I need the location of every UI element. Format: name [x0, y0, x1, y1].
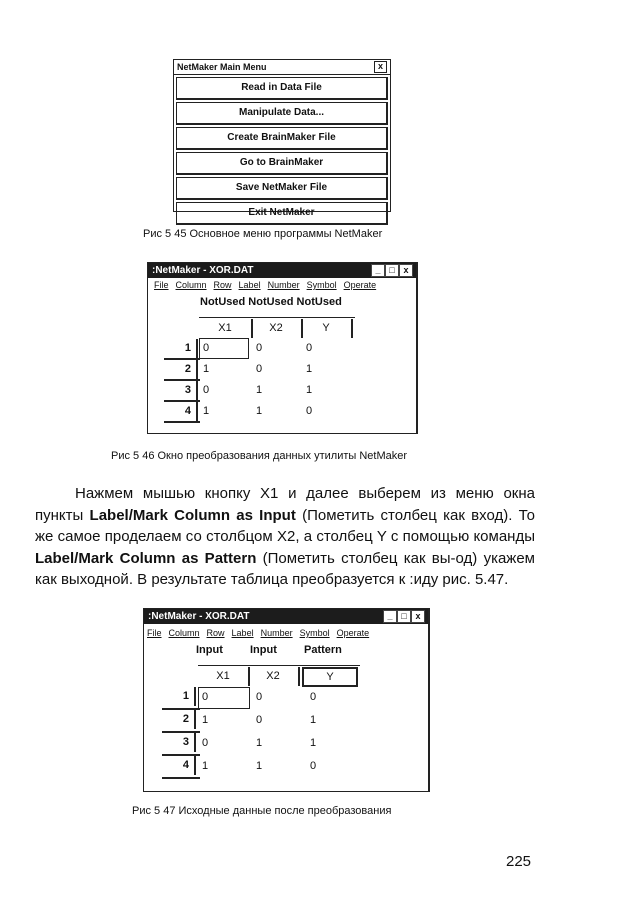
menu-title: NetMaker Main Menu	[177, 62, 267, 72]
column-roles: NotUsed NotUsed NotUsed	[200, 296, 342, 308]
read-data-file-button[interactable]: Read in Data File	[176, 77, 388, 100]
create-brainmaker-file-button[interactable]: Create BrainMaker File	[176, 127, 388, 150]
table-cell[interactable]: 1	[256, 405, 263, 417]
menu-symbol[interactable]: Symbol	[306, 280, 337, 290]
menu-title-bar	[174, 60, 390, 75]
column-header-x1[interactable]: X1	[199, 319, 253, 338]
menu-column[interactable]: Column	[168, 628, 200, 638]
row-number-3[interactable]: 3	[164, 381, 198, 400]
table-cell[interactable]: 0	[203, 384, 210, 396]
column-header-x2[interactable]: X2	[251, 319, 303, 338]
header-top-line	[198, 665, 360, 666]
page-number: 225	[506, 853, 532, 870]
menu-symbol[interactable]: Symbol	[299, 628, 330, 638]
exit-netmaker-button[interactable]: Exit NetMaker	[176, 202, 388, 225]
table-cell[interactable]: 0	[256, 342, 263, 354]
table-cell[interactable]: 0	[203, 342, 210, 354]
menu-file[interactable]: File	[154, 280, 169, 290]
netmaker-main-menu-window	[173, 59, 391, 218]
go-to-brainmaker-button[interactable]: Go to BrainMaker	[176, 152, 388, 175]
maximize-icon[interactable]: □	[397, 610, 411, 623]
row-separator	[164, 421, 200, 423]
close-icon[interactable]: x	[411, 610, 425, 623]
table-cell[interactable]: 1	[203, 405, 210, 417]
window-title-bar	[148, 263, 416, 278]
column-header-y[interactable]: Y	[301, 319, 353, 338]
paragraph-bold-1: Label/Mark Column as Input	[89, 506, 296, 524]
table-cell[interactable]: 1	[202, 714, 209, 726]
table-cell[interactable]: 1	[306, 384, 313, 396]
table-cell[interactable]: 0	[310, 760, 317, 772]
column-header-y-selected[interactable]: Y	[302, 667, 358, 687]
table-cell[interactable]: 1	[310, 737, 317, 749]
maximize-icon[interactable]: □	[385, 264, 399, 277]
table-cell[interactable]: 0	[310, 691, 317, 703]
netmaker-data-window-converted	[143, 608, 430, 792]
menu-operate[interactable]: Operate	[336, 628, 370, 638]
figure-caption-5-46: Рис 5 46 Окно преобразования данных утилиты NetMaker	[111, 450, 408, 462]
window-title: :NetMaker - XOR.DAT	[152, 265, 254, 276]
paragraph-bold-2: Label/Mark Column as Pattern	[35, 549, 257, 567]
table-cell[interactable]: 1	[203, 363, 210, 375]
table-cell[interactable]: 0	[256, 691, 263, 703]
column-header-x2[interactable]: X2	[248, 667, 300, 686]
table-cell[interactable]: 0	[256, 363, 263, 375]
header-top-line	[199, 317, 355, 318]
close-icon[interactable]: x	[399, 264, 413, 277]
minimize-icon[interactable]: _	[371, 264, 385, 277]
row-number-1[interactable]: 1	[162, 687, 196, 706]
close-icon[interactable]: x	[374, 61, 387, 73]
menu-label[interactable]: Label	[238, 280, 261, 290]
menu-column[interactable]: Column	[175, 280, 207, 290]
menu-bar	[147, 628, 376, 638]
menu-operate[interactable]: Operate	[343, 280, 377, 290]
row-number-2[interactable]: 2	[164, 360, 198, 379]
table-cell[interactable]: 0	[202, 737, 209, 749]
paragraph-text-2: (Пометить столбец как вход). То же самое проделаем со столбцом X2, а столбец Y с помощью команды	[35, 506, 535, 545]
body-paragraph	[35, 483, 535, 591]
netmaker-data-window	[147, 262, 418, 434]
column-role-x1: Input	[196, 644, 223, 656]
menu-number[interactable]: Number	[260, 628, 293, 638]
table-cell[interactable]: 1	[306, 363, 313, 375]
menu-file[interactable]: File	[147, 628, 162, 638]
row-number-3[interactable]: 3	[162, 733, 196, 752]
paragraph-text-3: (Пометить столбец как вы-од) укажем как выходной. В результате таблица преобразуется к :иду рис. 5.47.	[35, 549, 535, 588]
column-header-x1[interactable]: X1	[198, 667, 250, 686]
row-number-1[interactable]: 1	[164, 339, 198, 358]
table-cell[interactable]: 0	[256, 714, 263, 726]
save-netmaker-file-button[interactable]: Save NetMaker File	[176, 177, 388, 200]
table-cell[interactable]: 1	[202, 760, 209, 772]
window-title-bar	[144, 609, 428, 624]
table-cell[interactable]: 1	[256, 760, 263, 772]
figure-caption-5-45: Рис 5 45 Основное меню программы NetMaker	[143, 228, 383, 240]
menu-row[interactable]: Row	[206, 628, 225, 638]
table-cell[interactable]: 1	[256, 384, 263, 396]
table-cell[interactable]: 0	[306, 405, 313, 417]
menu-bar	[154, 280, 383, 290]
manipulate-data-button[interactable]: Manipulate Data...	[176, 102, 388, 125]
row-number-2[interactable]: 2	[162, 710, 196, 729]
row-number-4[interactable]: 4	[162, 756, 196, 775]
menu-row[interactable]: Row	[213, 280, 232, 290]
figure-caption-5-47: Рис 5 47 Исходные данные после преобразования	[132, 805, 392, 817]
table-cell[interactable]: 1	[310, 714, 317, 726]
window-title: :NetMaker - XOR.DAT	[148, 611, 250, 622]
menu-label[interactable]: Label	[231, 628, 254, 638]
paragraph-text-1: Нажмем мышью кнопку X1 и далее выберем из меню окна пункты	[35, 485, 535, 524]
column-role-x2: Input	[250, 644, 277, 656]
table-cell[interactable]: 0	[202, 691, 209, 703]
table-cell[interactable]: 0	[306, 342, 313, 354]
menu-number[interactable]: Number	[267, 280, 300, 290]
table-cell[interactable]: 1	[256, 737, 263, 749]
minimize-icon[interactable]: _	[383, 610, 397, 623]
row-separator	[162, 777, 200, 779]
column-role-y: Pattern	[304, 644, 342, 656]
row-number-4[interactable]: 4	[164, 402, 198, 421]
